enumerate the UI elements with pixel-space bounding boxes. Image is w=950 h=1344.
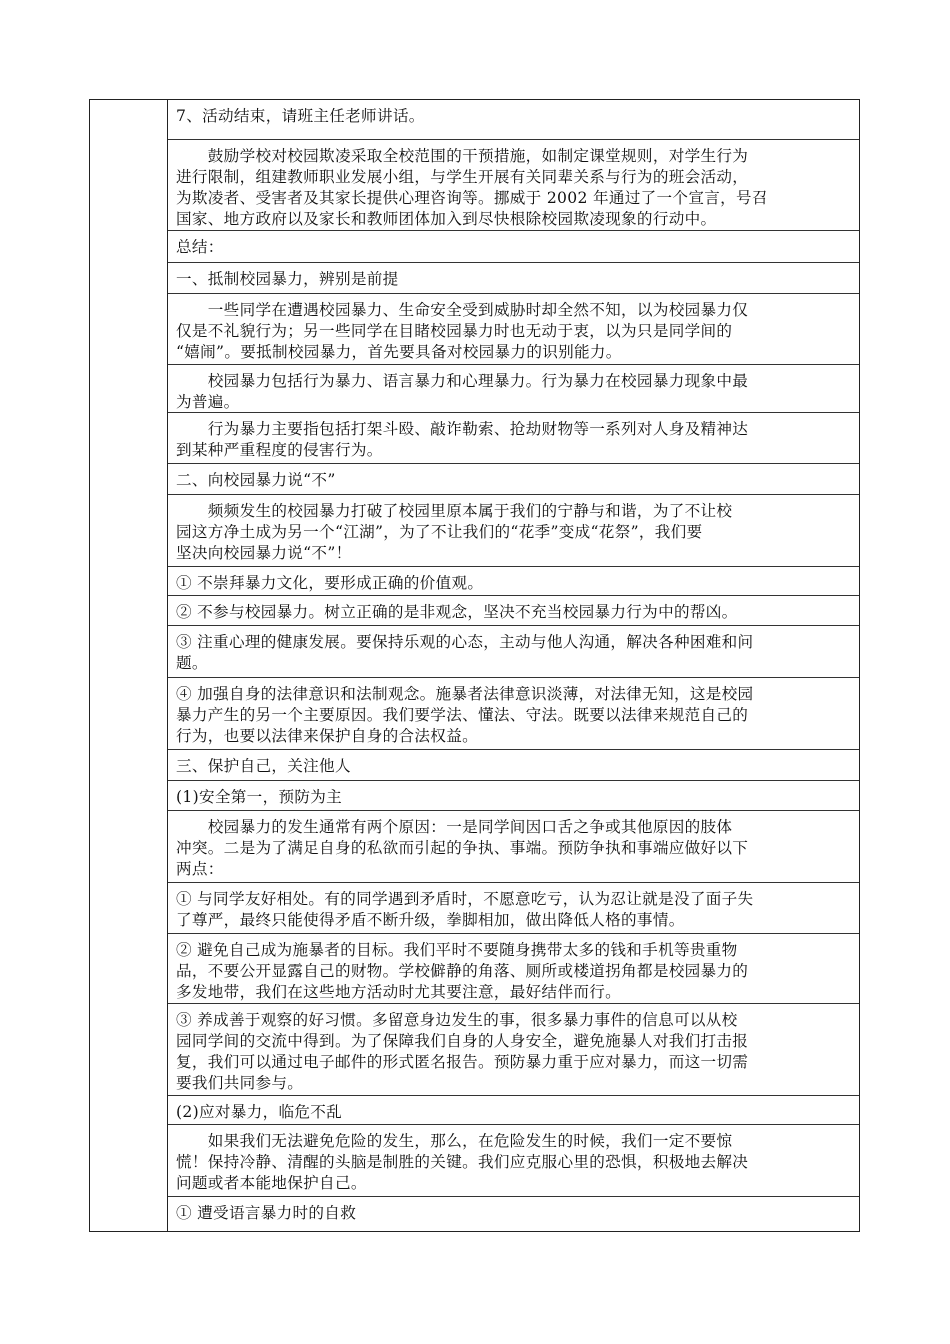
text-line: 了尊严，最终只能使得矛盾不断升级，拳脚相加，做出降低人格的事情。 — [176, 911, 685, 929]
paragraph-school-measures — [168, 139, 859, 230]
text-line: 进行限制，组建教师职业发展小组，与学生开展有关同辈关系与行为的班会活动， — [176, 168, 749, 186]
text-line: 一些同学在遭遇校园暴力、生命安全受到威胁时却全然不知，以为校园暴力仅 — [176, 301, 749, 319]
text-line: 一、抵制校园暴力，辨别是前提 — [176, 270, 399, 288]
text-line: 校园暴力包括行为暴力、语言暴力和心理暴力。行为暴力在校园暴力现象中最 — [176, 372, 749, 390]
section-heading-2 — [168, 463, 859, 494]
subsection-heading-1 — [168, 780, 859, 810]
text-line: 题。 — [176, 654, 208, 672]
content-column — [168, 100, 859, 1231]
list-item-1 — [168, 566, 859, 595]
text-line: 国家、地方政府以及家长和教师团体加入到尽快根除校园欺凌现象的行动中。 — [176, 210, 717, 228]
paragraph-identify-violence — [168, 293, 859, 364]
text-line: 行为暴力主要指包括打架斗殴、敲诈勒索、抢劫财物等一系列对人身及精神达 — [176, 420, 749, 438]
text-line: 频频发生的校园暴力打破了校园里原本属于我们的宁静与和谐，为了不让校 — [176, 502, 733, 520]
text-line: 品，不要公开显露自己的财物。学校僻静的角落、厕所或楼道拐角都是校园暴力的 — [176, 962, 749, 980]
text-line: 坚决向校园暴力说“不”！ — [176, 544, 352, 562]
paragraph-activity-end — [168, 100, 859, 139]
list-item-prevent-1 — [168, 882, 859, 933]
text-line: 多发地带，我们在这些地方活动时尤其要注意，最好结伴而行。 — [176, 983, 622, 1001]
text-line: 总结： — [176, 238, 224, 256]
left-label-column — [90, 100, 168, 1231]
text-line: 园这方净土成为另一个“江湖”，为了不让我们的“花季”变成“花祭”，我们要 — [176, 523, 703, 541]
paragraph-summary-heading — [168, 230, 859, 262]
list-item-prevent-3 — [168, 1003, 859, 1095]
text-line: ③ 注重心理的健康发展。要保持乐观的心态，主动与他人沟通，解决各种困难和问 — [176, 633, 754, 651]
text-line: 为欺凌者、受害者及其家长提供心理咨询等。挪威于 2002 年通过了一个宣言，号召 — [176, 189, 768, 207]
section-heading-1 — [168, 262, 859, 293]
text-line: “嬉闹”。要抵制校园暴力，首先要具备对校园暴力的识别能力。 — [176, 343, 622, 361]
text-line: ② 不参与校园暴力。树立正确的是非观念，坚决不充当校园暴力行为中的帮凶。 — [176, 603, 738, 621]
paragraph-behavior-violence — [168, 412, 859, 463]
text-line: (1)安全第一，预防为主 — [176, 788, 343, 806]
list-item-2 — [168, 595, 859, 625]
text-line: 问题或者本能地保护自己。 — [176, 1174, 367, 1192]
paragraph-violence-causes — [168, 810, 859, 882]
text-line: 三、保护自己，关注他人 — [176, 757, 351, 775]
text-line: 复，我们可以通过电子邮件的形式匿名报告。预防暴力重于应对暴力，而这一切需 — [176, 1053, 749, 1071]
text-line: ① 与同学友好相处。有的同学遇到矛盾时，不愿意吃亏，认为忍让就是没了面子失 — [176, 890, 754, 908]
list-item-verbal-violence — [168, 1196, 859, 1231]
text-line: 仅是不礼貌行为；另一些同学在目睹校园暴力时也无动于衷，以为只是同学间的 — [176, 322, 733, 340]
text-line: 行为，也要以法律来保护自身的合法权益。 — [176, 727, 478, 745]
text-line: ① 遭受语言暴力时的自救 — [176, 1204, 357, 1222]
text-line: 鼓励学校对校园欺凌采取全校范围的干预措施，如制定课堂规则，对学生行为 — [176, 147, 749, 165]
subsection-heading-2 — [168, 1095, 859, 1124]
document-table — [89, 99, 860, 1232]
text-line: ③ 养成善于观察的好习惯。多留意身边发生的事，很多暴力事件的信息可以从校 — [176, 1011, 738, 1029]
text-line: 到某种严重程度的侵害行为。 — [176, 441, 383, 459]
text-line: 为普遍。 — [176, 393, 240, 411]
text-line: 慌！保持冷静、清醒的头脑是制胜的关键。我们应克服心里的恐惧，积极地去解决 — [176, 1153, 749, 1171]
list-item-4 — [168, 677, 859, 749]
text-line: ④ 加强自身的法律意识和法制观念。施暴者法律意识淡薄，对法律无知，这是校园 — [176, 685, 754, 703]
text-line: ① 不崇拜暴力文化，要形成正确的价值观。 — [176, 574, 484, 592]
text-line: 校园暴力的发生通常有两个原因：一是同学间因口舌之争或其他原因的肢体 — [176, 818, 733, 836]
list-item-prevent-2 — [168, 933, 859, 1003]
list-item-3 — [168, 625, 859, 677]
text-line: 冲突。二是为了满足自身的私欲而引起的争执、事端。预防争执和事端应做好以下 — [176, 839, 749, 857]
text-line: (2)应对暴力，临危不乱 — [176, 1103, 343, 1121]
text-line: 7、活动结束，请班主任老师讲话。 — [176, 107, 425, 125]
section-heading-3 — [168, 749, 859, 780]
text-line: 暴力产生的另一个主要原因。我们要学法、懂法、守法。既要以法律来规范自己的 — [176, 706, 749, 724]
text-line: 如果我们无法避免危险的发生，那么，在危险发生的时候，我们一定不要惊 — [176, 1132, 733, 1150]
text-line: 园同学间的交流中得到。为了保障我们自身的人身安全，避免施暴人对我们打击报 — [176, 1032, 749, 1050]
text-line: 要我们共同参与。 — [176, 1074, 304, 1092]
paragraph-violence-types — [168, 364, 859, 412]
text-line: ② 避免自己成为施暴者的目标。我们平时不要随身携带太多的钱和手机等贵重物 — [176, 941, 738, 959]
text-line: 两点： — [176, 860, 224, 878]
text-line: 二、向校园暴力说“不” — [176, 471, 336, 489]
paragraph-say-no — [168, 494, 859, 566]
paragraph-respond-violence — [168, 1124, 859, 1196]
